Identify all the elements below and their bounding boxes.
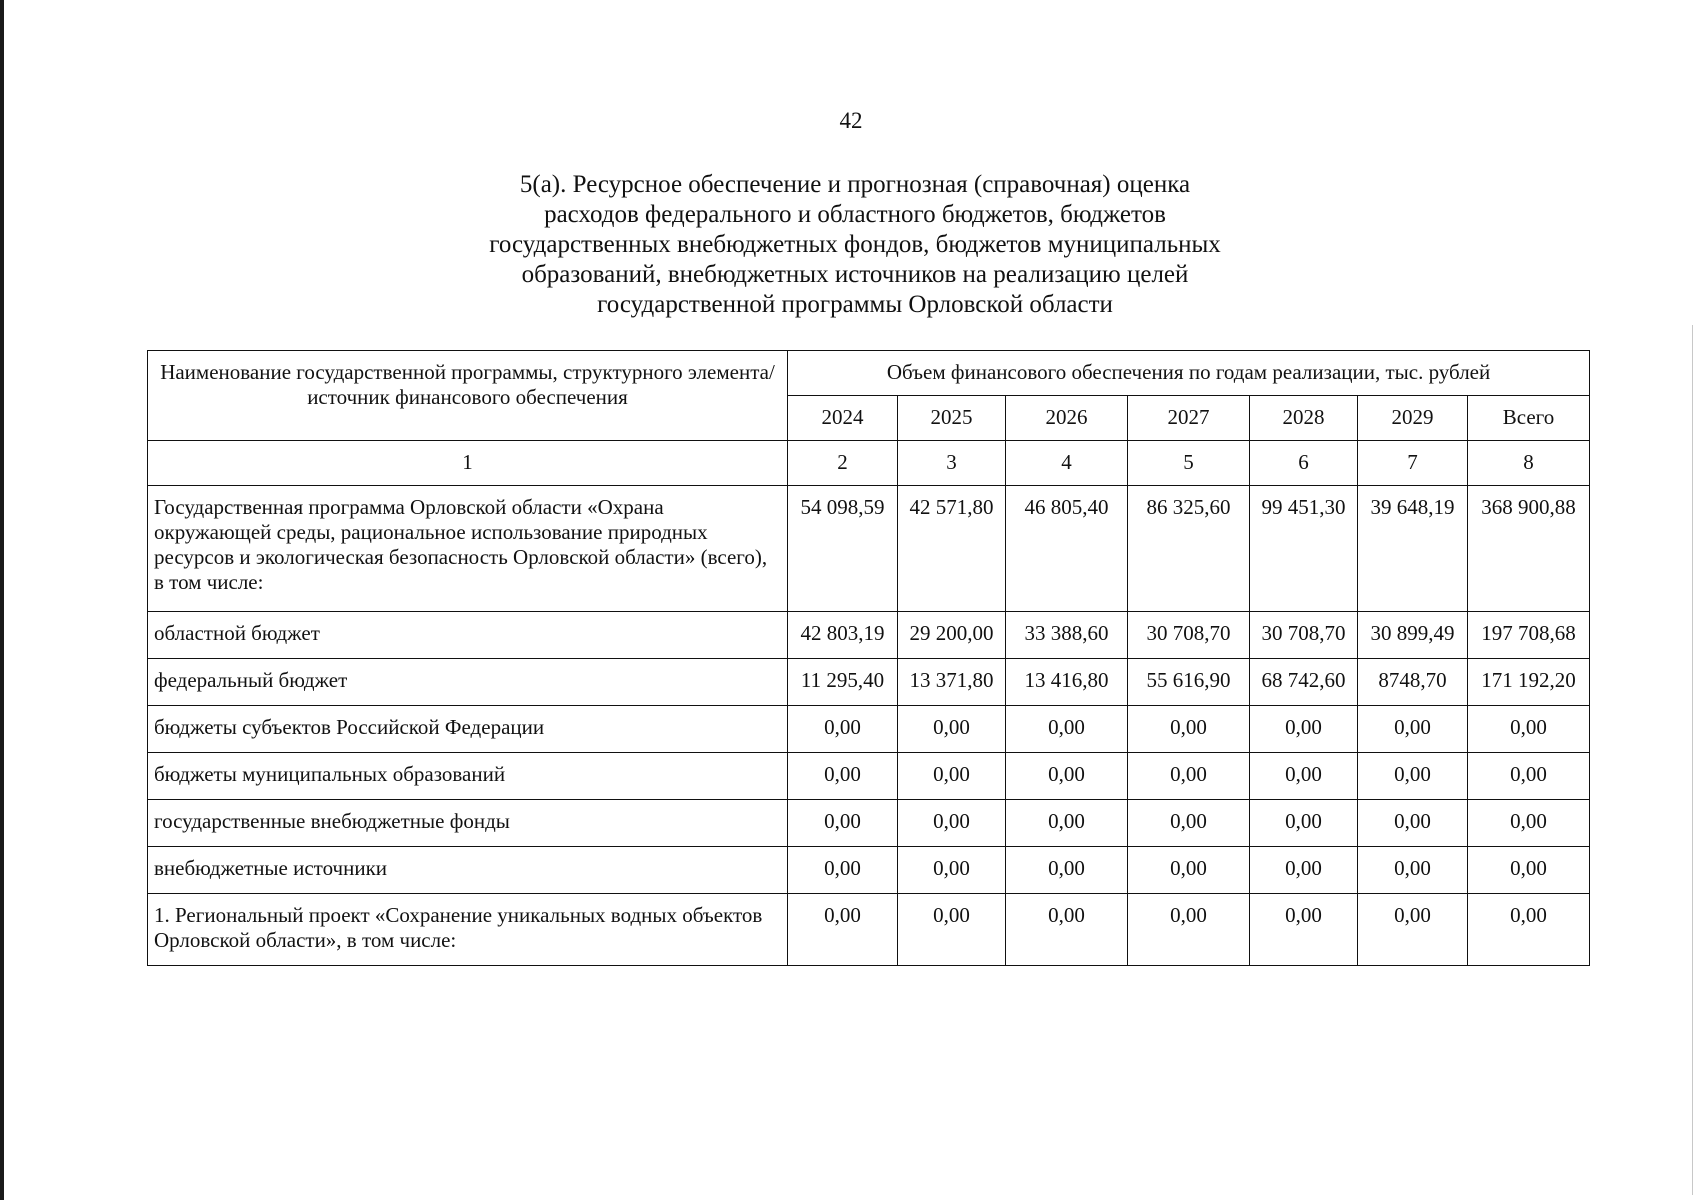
cell-2026: 46 805,40 [1006,486,1128,612]
title-line: государственных внебюджетных фондов, бюджетов муниципальных [489,231,1221,258]
table-row [148,659,1590,706]
cell-2026: 0,00 [1006,800,1128,847]
total-header: Всего [1468,396,1590,441]
cell-total: 368 900,88 [1468,486,1590,612]
cell-2029: 0,00 [1358,800,1468,847]
cell-2027: 0,00 [1128,706,1250,753]
cell-2026: 0,00 [1006,706,1128,753]
column-number: 8 [1468,441,1590,486]
year-header: 2024 [788,396,898,441]
cell-total: 0,00 [1468,894,1590,966]
cell-2025: 0,00 [898,706,1006,753]
cell-2026: 13 416,80 [1006,659,1128,706]
year-header: 2025 [898,396,1006,441]
title-line: государственной программы Орловской области [597,291,1113,318]
cell-2027: 55 616,90 [1128,659,1250,706]
cell-2028: 30 708,70 [1250,612,1358,659]
row-name: бюджеты муниципальных образований [148,753,788,800]
cell-2029: 0,00 [1358,894,1468,966]
cell-2024: 0,00 [788,706,898,753]
cell-2029: 39 648,19 [1358,486,1468,612]
table-row [148,753,1590,800]
cell-2028: 0,00 [1250,894,1358,966]
table-row [148,706,1590,753]
year-header: 2026 [1006,396,1128,441]
document-title [300,170,1410,320]
cell-2024: 54 098,59 [788,486,898,612]
cell-2026: 0,00 [1006,847,1128,894]
column-number: 4 [1006,441,1128,486]
cell-2024: 0,00 [788,800,898,847]
row-name: бюджеты субъектов Российской Федерации [148,706,788,753]
cell-2028: 0,00 [1250,753,1358,800]
cell-2028: 0,00 [1250,847,1358,894]
cell-total: 0,00 [1468,847,1590,894]
cell-total: 171 192,20 [1468,659,1590,706]
column-number: 5 [1128,441,1250,486]
financing-table [147,350,1590,966]
cell-2025: 13 371,80 [898,659,1006,706]
cell-total: 197 708,68 [1468,612,1590,659]
cell-2027: 0,00 [1128,800,1250,847]
page-number: 42 [839,108,863,133]
row-name: федеральный бюджет [148,659,788,706]
header-name: Наименование государственной программы, структурного элемента/источник финансового обеспечения [148,351,788,441]
cell-2024: 0,00 [788,753,898,800]
cell-2027: 0,00 [1128,753,1250,800]
cell-total: 0,00 [1468,706,1590,753]
cell-2028: 68 742,60 [1250,659,1358,706]
cell-2024: 42 803,19 [788,612,898,659]
year-header: 2027 [1128,396,1250,441]
row-name: Государственная программа Орловской области «Охрана окружающей среды, рациональное использование природных ресурсов и экологическая безопасность Орловской области» (всего), в том числе: [148,486,788,612]
cell-2029: 0,00 [1358,706,1468,753]
cell-2029: 0,00 [1358,847,1468,894]
table-row [148,612,1590,659]
cell-2025: 0,00 [898,847,1006,894]
cell-total: 0,00 [1468,753,1590,800]
column-number: 3 [898,441,1006,486]
cell-2025: 42 571,80 [898,486,1006,612]
year-header: 2029 [1358,396,1468,441]
scan-right-edge [1692,325,1693,1195]
cell-2026: 0,00 [1006,753,1128,800]
cell-2028: 0,00 [1250,706,1358,753]
row-name: внебюджетные источники [148,847,788,894]
table-row [148,847,1590,894]
cell-2028: 0,00 [1250,800,1358,847]
cell-2027: 30 708,70 [1128,612,1250,659]
cell-2029: 8748,70 [1358,659,1468,706]
cell-2025: 0,00 [898,753,1006,800]
cell-2026: 33 388,60 [1006,612,1128,659]
cell-total: 0,00 [1468,800,1590,847]
title-line: 5(а). Ресурсное обеспечение и прогнозная (справочная) оценка [519,171,1191,198]
title-line: образований, внебюджетных источников на реализацию целей [521,261,1189,288]
row-name: областной бюджет [148,612,788,659]
table-row [148,800,1590,847]
column-number: 7 [1358,441,1468,486]
cell-2027: 0,00 [1128,894,1250,966]
cell-2025: 0,00 [898,800,1006,847]
cell-2027: 0,00 [1128,847,1250,894]
row-name: 1. Региональный проект «Сохранение уникальных водных объектов Орловской области», в том числе: [148,894,788,966]
cell-2029: 30 899,49 [1358,612,1468,659]
column-number: 6 [1250,441,1358,486]
title-line: расходов федерального и областного бюджетов, бюджетов [544,201,1166,228]
cell-2029: 0,00 [1358,753,1468,800]
row-name: государственные внебюджетные фонды [148,800,788,847]
column-number: 2 [788,441,898,486]
cell-2025: 0,00 [898,894,1006,966]
cell-2027: 86 325,60 [1128,486,1250,612]
column-number: 1 [148,441,788,486]
year-header: 2028 [1250,396,1358,441]
cell-2028: 99 451,30 [1250,486,1358,612]
cell-2025: 29 200,00 [898,612,1006,659]
cell-2024: 11 295,40 [788,659,898,706]
cell-2024: 0,00 [788,894,898,966]
cell-2024: 0,00 [788,847,898,894]
table-row [148,486,1590,612]
cell-2026: 0,00 [1006,894,1128,966]
header-volume: Объем финансового обеспечения по годам реализации, тыс. рублей [788,351,1590,396]
column-number-row [148,441,1590,486]
table-row [148,894,1590,966]
scan-left-edge [0,0,4,1200]
